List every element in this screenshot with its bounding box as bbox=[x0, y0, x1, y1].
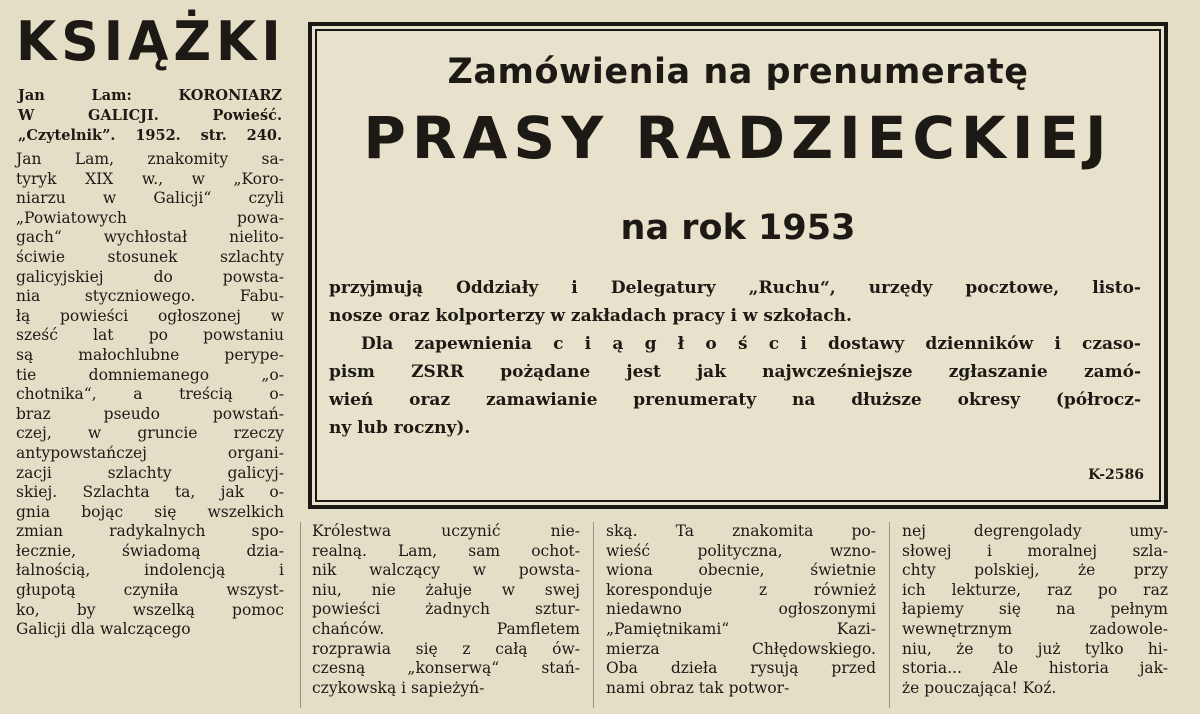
text-line: czykowską i sapieżyń- bbox=[312, 678, 485, 697]
section-title: KSIĄŻKI bbox=[16, 10, 286, 74]
text-line: gach“ wychłostał nielito- bbox=[16, 228, 284, 247]
text-line: storia... Ale historia jak- bbox=[902, 659, 1168, 678]
text-line: ko, by wszelką pomoc bbox=[16, 600, 284, 619]
text-line: niu, nie żałuje w swej bbox=[312, 580, 580, 599]
announcement-year: na rok 1953 bbox=[620, 208, 856, 248]
announcement-body bbox=[329, 274, 1141, 442]
announcement-line: Dla zapewnienia c i ą g ł o ś c i dostawy dzienników i czaso- bbox=[361, 334, 1141, 354]
text-line: skiej. Szlachta ta, jak o- bbox=[16, 483, 284, 502]
text-line: Jan Lam, znakomity sa- bbox=[16, 150, 284, 168]
text-line: słowej i moralnej szla- bbox=[902, 541, 1168, 560]
text-line: braz pseudo powstań- bbox=[16, 404, 284, 423]
announcement-line: nosze oraz kolporterzy w zakładach pracy i w szkołach. bbox=[329, 306, 852, 326]
text-line: galicyjskiej do powsta- bbox=[16, 267, 284, 286]
text-line: łecznie, świadomą dzia- bbox=[16, 541, 284, 560]
announcement-line: pism ZSRR pożądane jest jak najwcześniejsze zgłaszanie zamó- bbox=[329, 362, 1141, 382]
text-line: nik walczący w powsta- bbox=[312, 561, 580, 580]
announcement-code: K-2586 bbox=[1088, 467, 1144, 483]
text-line: Królestwa uczynić nie- bbox=[312, 522, 580, 540]
text-line: wewnętrznym zadowole- bbox=[902, 619, 1168, 638]
review-col4-wrap bbox=[902, 522, 1168, 698]
text-line: nami obraz tak potwor- bbox=[606, 678, 790, 697]
text-line: chańców. Pamfletem bbox=[312, 619, 580, 638]
text-line: chotnika“, a treścią o- bbox=[16, 385, 284, 404]
books-review-column bbox=[12, 8, 284, 640]
text-line: czej, w gruncie rzeczy bbox=[16, 424, 284, 443]
announcement-headline: PRASY RADZIECKIEJ bbox=[363, 104, 1113, 172]
text-line: niu, że to już tylko hi- bbox=[902, 639, 1168, 658]
text-line: Oba dzieła rysują przed bbox=[606, 659, 876, 678]
text-line: nia styczniowego. Fabu- bbox=[16, 287, 284, 306]
text-line: zmian radykalnych spo- bbox=[16, 522, 284, 541]
text-line: sześć lat po powstaniu bbox=[16, 326, 284, 345]
text-line: ściwie stosunek szlachty bbox=[16, 247, 284, 266]
text-line: tie domniemanego „o- bbox=[16, 365, 284, 384]
announcement-line1: Zamówienia na prenumeratę bbox=[447, 52, 1029, 92]
text-line: „Powiatowych powa- bbox=[16, 208, 284, 227]
text-line: głupotą czyniła wszyst- bbox=[16, 581, 284, 600]
text-line: antypowstańczej organi- bbox=[16, 443, 284, 462]
text-line: wieść polityczna, wzno- bbox=[606, 541, 876, 560]
review-header-line: W GALICJI. Powieść. bbox=[18, 107, 282, 124]
text-line: realną. Lam, sam ochot- bbox=[312, 541, 580, 560]
text-line: zacji szlachty galicyj- bbox=[16, 463, 284, 482]
text-line: ich lekturze, raz po raz bbox=[902, 580, 1168, 599]
column-rule bbox=[300, 522, 301, 708]
text-line: czesną „konserwą“ stań- bbox=[312, 659, 580, 678]
text-line: łalnością, indolencją i bbox=[16, 561, 284, 580]
column-rule bbox=[593, 522, 594, 708]
announcement-line: wień oraz zamawianie prenumeraty na dłuższe okresy (półrocz- bbox=[329, 390, 1141, 410]
text-line: wiona obecnie, świetnie bbox=[606, 561, 876, 580]
text-line: nej degrengolady umy- bbox=[902, 522, 1168, 540]
review-text-col4 bbox=[902, 522, 1168, 698]
text-line: łą powieści ogłoszonej w bbox=[16, 306, 284, 325]
text-line: Galicji dla walczącego bbox=[16, 620, 191, 639]
text-line: „Pamiętnikami“ Kazi- bbox=[606, 619, 876, 638]
text-line: gnia bojąc się wszelkich bbox=[16, 502, 284, 521]
text-line: ską. Ta znakomita po- bbox=[606, 522, 876, 540]
announcement-line: przyjmują Oddziały i Delegatury „Ruchu“, urzędy pocztowe, listo- bbox=[329, 278, 1141, 298]
text-line: rozprawia się z całą ów- bbox=[312, 639, 580, 658]
column-rule bbox=[889, 522, 890, 708]
text-line: powieści żadnych sztur- bbox=[312, 600, 580, 619]
text-line: że pouczająca! Koź. bbox=[902, 678, 1057, 697]
review-text-col3 bbox=[606, 522, 876, 698]
text-line: niedawno ogłoszonymi bbox=[606, 600, 876, 619]
text-line: chty polskiej, że przy bbox=[902, 561, 1168, 580]
text-line: koresponduje z również bbox=[606, 580, 876, 599]
text-line: tyryk XIX w., w „Koro- bbox=[16, 169, 284, 188]
review-col3-wrap bbox=[606, 522, 876, 698]
review-col2-wrap bbox=[312, 522, 580, 698]
review-text-col2 bbox=[312, 522, 580, 698]
announcement-line: ny lub roczny). bbox=[329, 418, 471, 438]
text-line: niarzu w Galicji“ czyli bbox=[16, 189, 284, 208]
review-header bbox=[18, 86, 282, 146]
subscription-announcement bbox=[308, 22, 1168, 509]
text-line: łapiemy się na pełnym bbox=[902, 600, 1168, 619]
review-header-line: Jan Lam: KORONIARZ bbox=[18, 87, 282, 104]
text-line: są małochlubne perype- bbox=[16, 345, 284, 364]
review-header-line: „Czytelnik”. 1952. str. 240. bbox=[18, 127, 282, 144]
text-line: mierza Chłędowskiego. bbox=[606, 639, 876, 658]
review-text-col1 bbox=[12, 150, 284, 640]
